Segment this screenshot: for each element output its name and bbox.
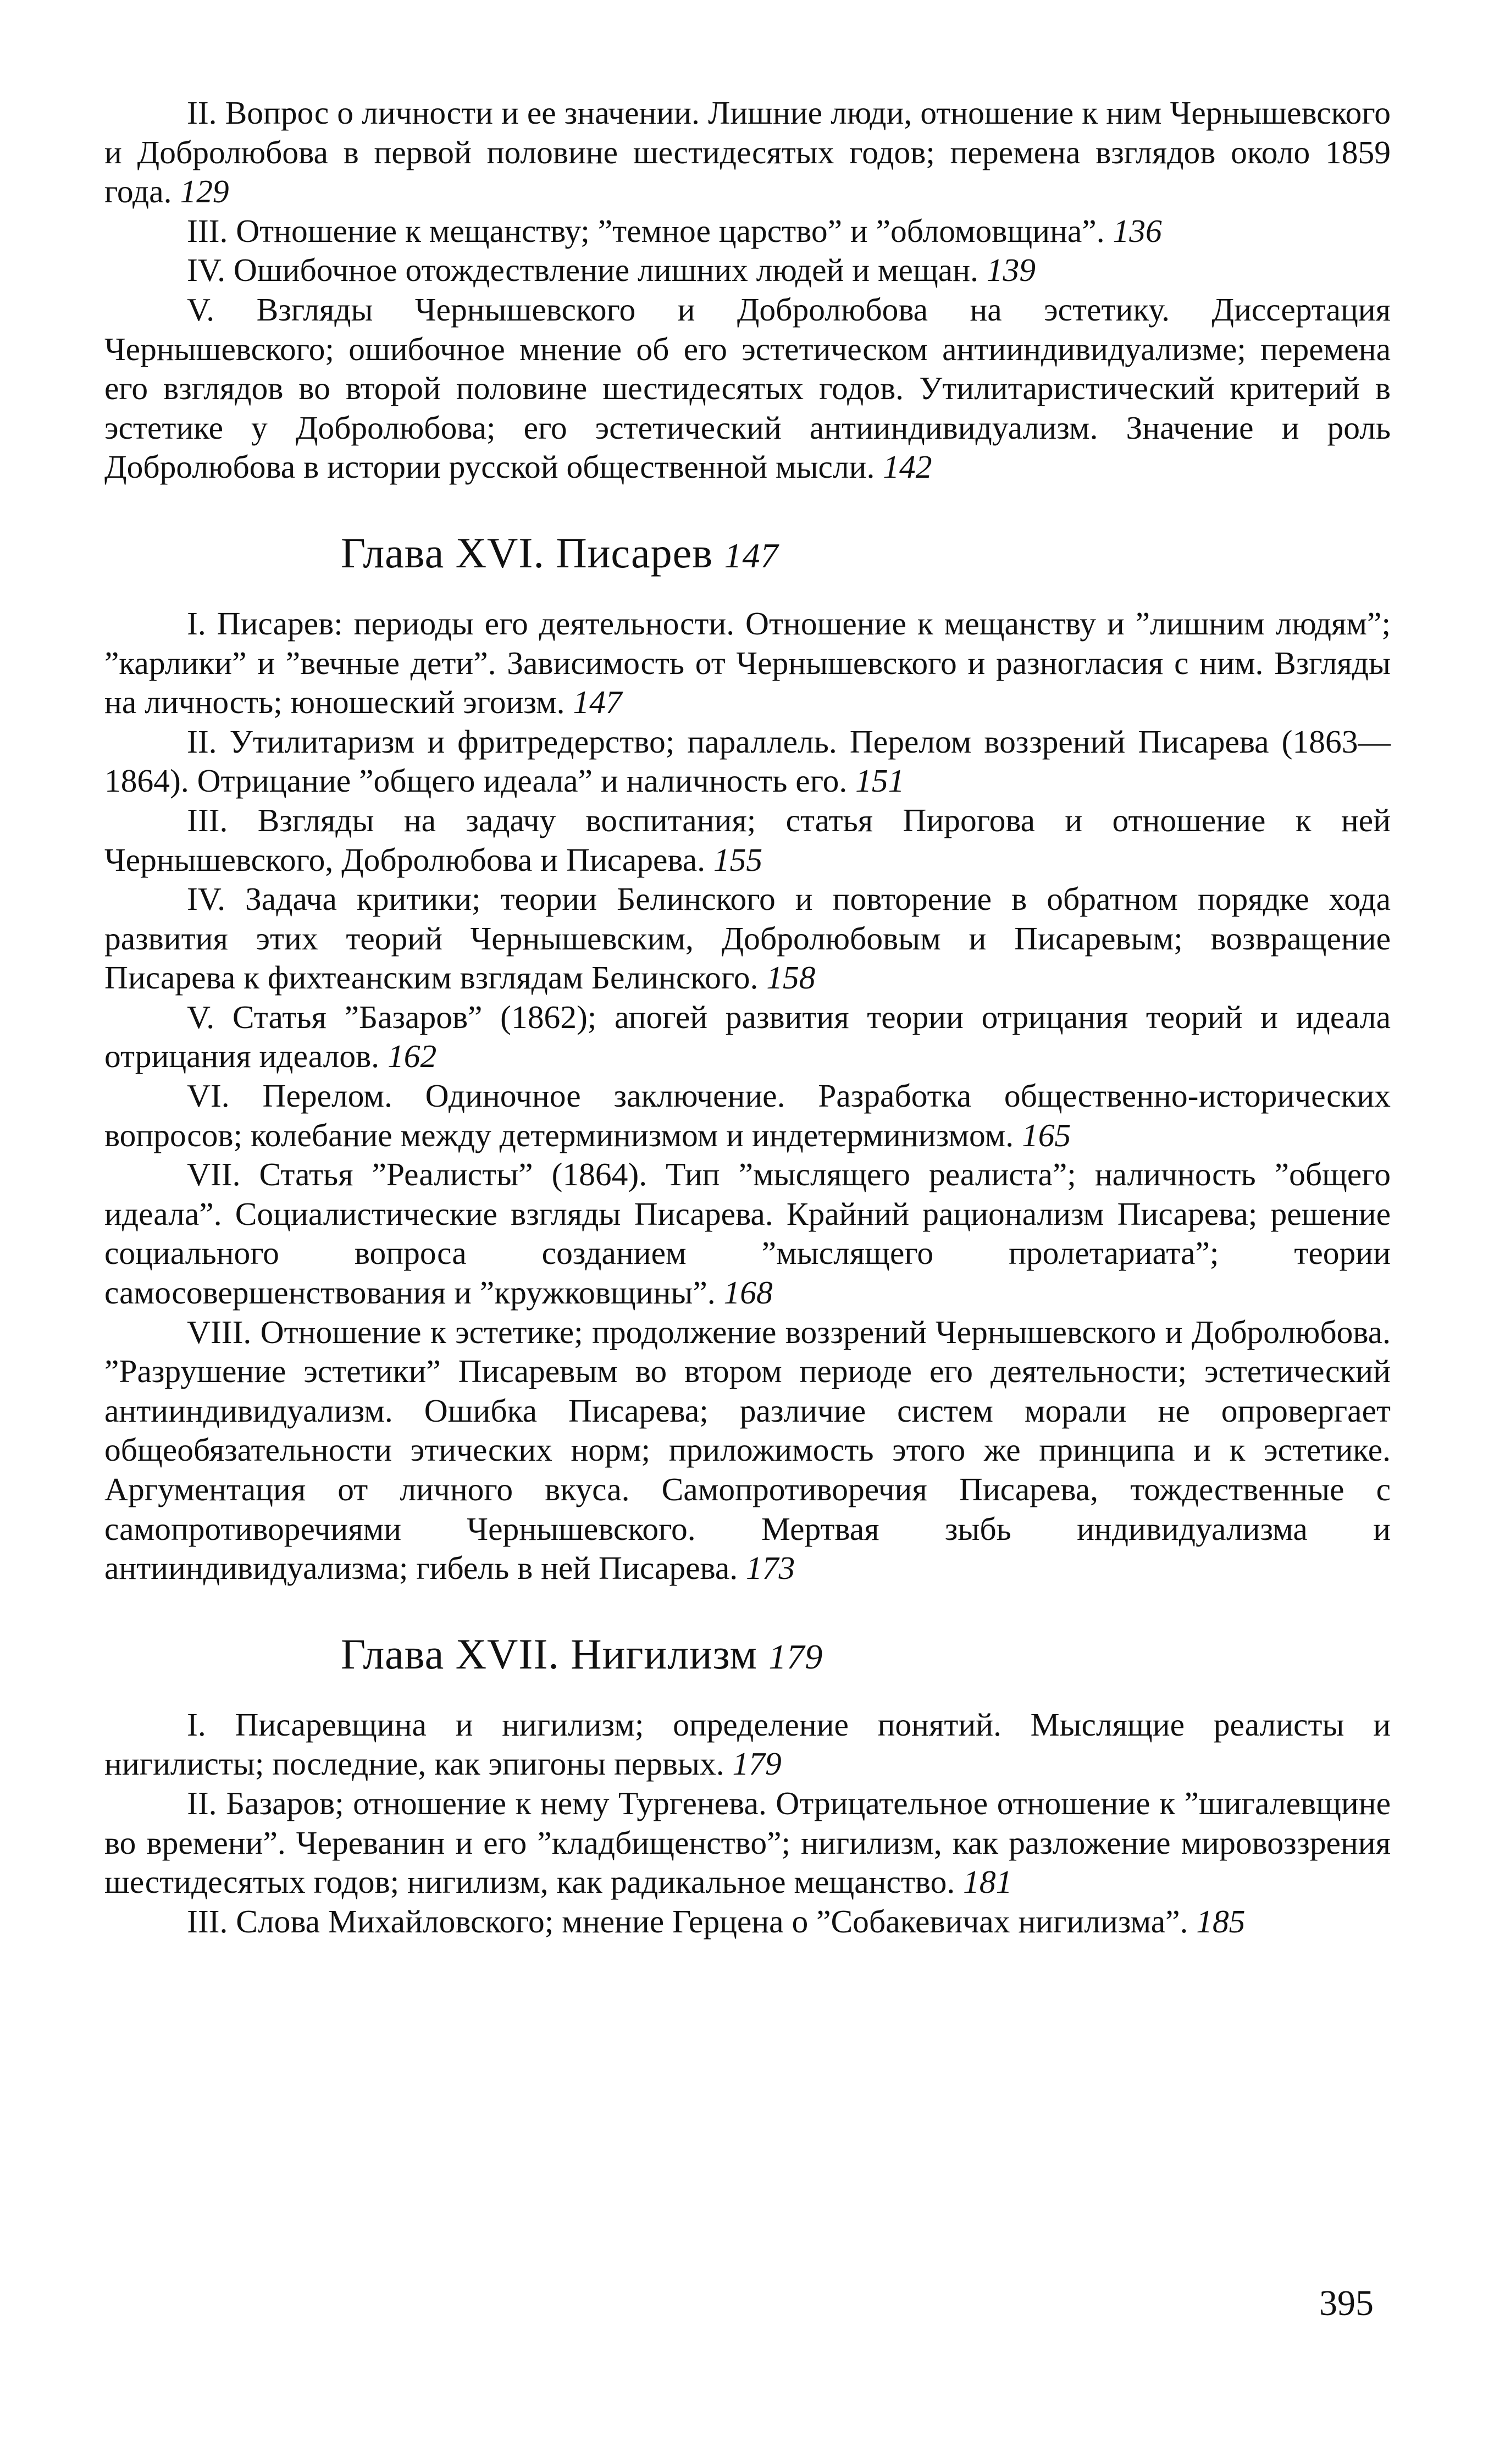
entry-text: IV. Задача критики; теории Белинского и повторение в обратном порядке хода развития этих теорий Чернышевским, Добролюбовым и Писаревым; возвращение Писарева к фихтеанским взглядам Белинского. — [104, 881, 1391, 996]
toc-entry — [104, 1076, 1391, 1155]
chapter-heading — [104, 1627, 1391, 1684]
toc-entry — [104, 290, 1391, 487]
entry-page-number: 142 — [883, 449, 932, 485]
entry-page-number: 168 — [723, 1274, 773, 1311]
entry-page-number: 158 — [766, 959, 816, 996]
entry-page-number: 181 — [963, 1864, 1012, 1901]
toc-entry — [104, 1155, 1391, 1312]
entry-text: IV. Ошибочное отождествление лишних людей и мещан. — [187, 252, 978, 289]
entry-text: II. Утилитаризм и фритредерство; параллель. Перелом воззрений Писарева (1863—1864). Отрицание ”общего идеала” и наличность его. — [104, 723, 1391, 799]
entry-page-number: 165 — [1022, 1117, 1071, 1153]
toc-entry — [104, 880, 1391, 998]
toc-entry — [104, 93, 1391, 212]
entry-text: III. Слова Михайловского; мнение Герцена о ”Собакевичах нигилизма”. — [187, 1903, 1188, 1940]
toc-entry — [104, 604, 1391, 722]
entry-page-number: 162 — [387, 1038, 437, 1075]
entry-text: VIII. Отношение к эстетике; продолжение воззрений Чернышевского и Добролюбова. ”Разрушение эстетики” Писаревым во втором периоде его деятельности; эстетический антииндивидуализм. Ошибка Писарева; различие систем морали не опровергает общеобязательности этических норм; приложимость этого же принципа и к эстетике. Аргументация от личного вкуса. Самопротиворечия Писарева, тождественные с самопротиворечиями Чернышевского. Мертвая зыбь индивидуализма и антииндивидуализма; гибель в ней Писарева. — [104, 1313, 1391, 1587]
entry-page-number: 139 — [986, 252, 1036, 289]
entry-page-number: 147 — [573, 684, 622, 721]
page-number: 395 — [1319, 2283, 1374, 2323]
toc-entry — [104, 998, 1391, 1076]
toc-entry — [104, 1902, 1391, 1942]
entry-text: I. Писарев: периоды его деятельности. Отношение к мещанству и ”лишним людям”; ”карлики” и ”вечные дети”. Зависимость от Чернышевского и разногласия с ним. Взгляды на личность; юношеский эгоизм. — [104, 605, 1391, 721]
entry-text: III. Отношение к мещанству; ”темное царство” и ”обломовщина”. — [187, 212, 1105, 249]
entry-page-number: 155 — [713, 841, 763, 878]
toc-entry — [104, 801, 1391, 880]
entry-page-number: 185 — [1196, 1903, 1246, 1940]
toc-entry — [104, 1705, 1391, 1784]
chapter-17 — [104, 1627, 1391, 1942]
entry-text: I. Писаревщина и нигилизм; определение понятий. Мыслящие реалисты и нигилисты; последние, как эпигоны первых. — [104, 1706, 1391, 1782]
chapter-heading — [104, 526, 1391, 583]
entry-page-number: 179 — [732, 1745, 782, 1782]
entry-text: V. Взгляды Чернышевского и Добролюбова на эстетику. Диссертация Чернышевского; ошибочное мнение об его эстетическом антииндивидуализме; перемена его взглядов во второй половине шестидесятых годов. Утилитаристический критерий в эстетике у Добролюбова; его эстетический антииндивидуализм. Значение и роль Добролюбова в истории русской общественной мысли. — [104, 291, 1391, 485]
chapter-title: Глава XVI. Писарев — [341, 528, 713, 577]
entry-text: VII. Статья ”Реалисты” (1864). Тип ”мыслящего реалиста”; наличность ”общего идеала”. Социалистические взгляды Писарева. Крайний рационализм Писарева; решение социального вопроса созданием ”мыслящего пролетариата”; теории самосовершенствования и ”кружковщины”. — [104, 1156, 1391, 1311]
toc-entry — [104, 251, 1391, 290]
chapter-page-number: 179 — [768, 1637, 823, 1676]
entry-text: II. Базаров; отношение к нему Тургенева. Отрицательное отношение к ”шигалевщине во времени”. Череванин и его ”кладбищенство”; нигилизм, как разложение мировоззрения шестидесятых годов; нигилизм, как радикальное мещанство. — [104, 1785, 1391, 1901]
chapter-page-number: 147 — [724, 535, 779, 575]
entry-page-number: 173 — [746, 1550, 795, 1587]
toc-entry — [104, 1313, 1391, 1588]
toc-entry — [104, 212, 1391, 251]
chapter-16 — [104, 526, 1391, 1588]
toc-entry — [104, 722, 1391, 801]
entry-page-number: 151 — [855, 763, 905, 799]
entry-text: II. Вопрос о личности и ее значении. Лишние люди, отношение к ним Чернышевского и Добролюбова в первой половине шестидесятых годов; перемена взглядов около 1859 года. — [104, 95, 1391, 210]
entry-page-number: 129 — [180, 173, 229, 210]
entry-page-number: 136 — [1113, 212, 1162, 249]
entry-text: V. Статья ”Базаров” (1862); апогей развития теории отрицания теорий и идеала отрицания идеалов. — [104, 998, 1391, 1075]
toc-entry — [104, 1784, 1391, 1902]
table-of-contents — [104, 93, 1391, 1941]
entry-text: VI. Перелом. Одиночное заключение. Разработка общественно-исторических вопросов; колебание между детерминизмом и индетерминизмом. — [104, 1078, 1391, 1153]
section-continuation — [104, 93, 1391, 487]
entry-text: III. Взгляды на задачу воспитания; статья Пирогова и отношение к ней Чернышевского, Добролюбова и Писарева. — [104, 802, 1391, 878]
chapter-title: Глава XVII. Нигилизм — [341, 1629, 757, 1678]
